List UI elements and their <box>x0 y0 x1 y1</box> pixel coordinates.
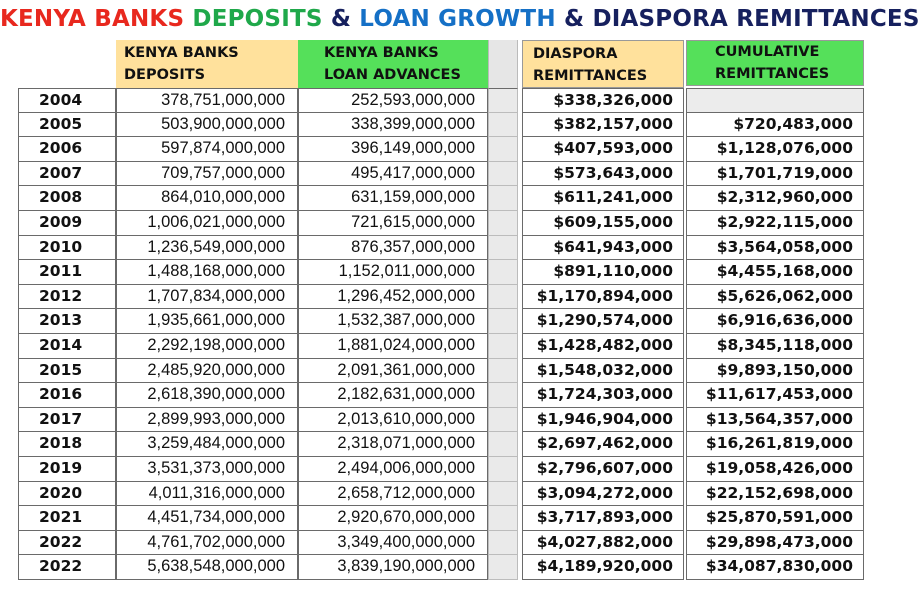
loans-cell: 3,839,190,000,000 <box>298 555 488 580</box>
cumulative-cell: $8,345,118,000 <box>686 334 864 359</box>
loans-cell: 1,296,452,000,000 <box>298 285 488 310</box>
spacer-cell <box>488 113 518 138</box>
deposits-cell: 4,011,316,000,000 <box>116 482 298 507</box>
header-deposits-line2: DEPOSITS <box>124 67 206 83</box>
deposits-cell: 2,618,390,000,000 <box>116 383 298 408</box>
cumulative-cell: $1,128,076,000 <box>686 137 864 162</box>
deposits-cell: 2,899,993,000,000 <box>116 408 298 433</box>
diaspora-cell: $338,326,000 <box>522 88 684 113</box>
spacer-cell <box>488 555 518 580</box>
header-spacer <box>488 40 518 88</box>
cumulative-cell: $11,617,453,000 <box>686 383 864 408</box>
spacer-cell <box>488 482 518 507</box>
year-cell: 2019 <box>18 457 116 482</box>
diaspora-cell: $2,697,462,000 <box>522 432 684 457</box>
cumulative-cell: $25,870,591,000 <box>686 506 864 531</box>
year-cell: 2022 <box>18 531 116 556</box>
cumulative-cell: $720,483,000 <box>686 113 864 138</box>
diaspora-cell: $382,157,000 <box>522 113 684 138</box>
spacer-cell <box>488 236 518 261</box>
cumulative-cell: $9,893,150,000 <box>686 359 864 384</box>
diaspora-cell: $891,110,000 <box>522 260 684 285</box>
deposits-cell: 378,751,000,000 <box>116 88 298 113</box>
deposits-cell: 2,485,920,000,000 <box>116 359 298 384</box>
cumulative-cell: $2,922,115,000 <box>686 211 864 236</box>
year-cell: 2021 <box>18 506 116 531</box>
deposits-cell: 5,638,548,000,000 <box>116 555 298 580</box>
deposits-cell: 3,531,373,000,000 <box>116 457 298 482</box>
spacer-cell <box>488 285 518 310</box>
spacer-cell <box>488 260 518 285</box>
loans-cell: 2,013,610,000,000 <box>298 408 488 433</box>
header-cumulative-line2: REMITTANCES <box>715 66 830 82</box>
year-cell: 2005 <box>18 113 116 138</box>
header-diaspora-line2: REMITTANCES <box>533 68 648 84</box>
diaspora-cell: $1,428,482,000 <box>522 334 684 359</box>
loans-cell: 2,920,670,000,000 <box>298 506 488 531</box>
year-cell: 2006 <box>18 137 116 162</box>
header-loans <box>298 40 488 88</box>
year-cell: 2010 <box>18 236 116 261</box>
loans-cell: 338,399,000,000 <box>298 113 488 138</box>
cumulative-cell: $16,261,819,000 <box>686 432 864 457</box>
spacer-cell <box>488 383 518 408</box>
spacer-cell <box>488 359 518 384</box>
diaspora-cell: $1,290,574,000 <box>522 309 684 334</box>
header-deposits <box>116 40 298 88</box>
title-part-kenya-banks: KENYA BANKS <box>0 6 193 32</box>
deposits-cell: 1,707,834,000,000 <box>116 285 298 310</box>
year-cell: 2022 <box>18 555 116 580</box>
cumulative-cell: $6,916,636,000 <box>686 309 864 334</box>
cumulative-cell: $2,312,960,000 <box>686 186 864 211</box>
loans-cell: 495,417,000,000 <box>298 162 488 187</box>
year-cell: 2016 <box>18 383 116 408</box>
spacer-cell <box>488 408 518 433</box>
diaspora-cell: $1,724,303,000 <box>522 383 684 408</box>
title-part-loan-growth: LOAN GROWTH <box>359 6 564 32</box>
loans-cell: 721,615,000,000 <box>298 211 488 236</box>
diaspora-cell: $609,155,000 <box>522 211 684 236</box>
year-cell: 2014 <box>18 334 116 359</box>
spacer-cell <box>488 211 518 236</box>
diaspora-cell: $2,796,607,000 <box>522 457 684 482</box>
year-cell: 2017 <box>18 408 116 433</box>
loans-cell: 3,349,400,000,000 <box>298 531 488 556</box>
cumulative-cell: $4,455,168,000 <box>686 260 864 285</box>
loans-cell: 396,149,000,000 <box>298 137 488 162</box>
spacer-cell <box>488 457 518 482</box>
deposits-cell: 709,757,000,000 <box>116 162 298 187</box>
spacer-cell <box>488 309 518 334</box>
year-cell: 2004 <box>18 88 116 113</box>
title-part-amp-1: & <box>330 6 360 32</box>
title-part-amp-2: & <box>563 6 593 32</box>
year-cell: 2011 <box>18 260 116 285</box>
deposits-cell: 4,761,702,000,000 <box>116 531 298 556</box>
cumulative-cell: $19,058,426,000 <box>686 457 864 482</box>
diaspora-cell: $3,094,272,000 <box>522 482 684 507</box>
year-cell: 2013 <box>18 309 116 334</box>
deposits-cell: 3,259,484,000,000 <box>116 432 298 457</box>
diaspora-cell: $4,189,920,000 <box>522 555 684 580</box>
spacer-cell <box>488 432 518 457</box>
diaspora-cell: $407,593,000 <box>522 137 684 162</box>
cumulative-cell: $13,564,357,000 <box>686 408 864 433</box>
cumulative-cell: $34,087,830,000 <box>686 555 864 580</box>
year-cell: 2007 <box>18 162 116 187</box>
cumulative-cell: $29,898,473,000 <box>686 531 864 556</box>
spacer-cell <box>488 334 518 359</box>
loans-cell: 1,881,024,000,000 <box>298 334 488 359</box>
spacer-cell <box>488 506 518 531</box>
diaspora-cell: $3,717,893,000 <box>522 506 684 531</box>
spacer-cell <box>488 88 518 113</box>
year-cell: 2012 <box>18 285 116 310</box>
deposits-cell: 597,874,000,000 <box>116 137 298 162</box>
deposits-cell: 503,900,000,000 <box>116 113 298 138</box>
diaspora-cell: $1,170,894,000 <box>522 285 684 310</box>
deposits-cell: 1,935,661,000,000 <box>116 309 298 334</box>
spacer-cell <box>488 162 518 187</box>
header-diaspora-line1: DIASPORA <box>533 46 618 62</box>
cumulative-cell: $3,564,058,000 <box>686 236 864 261</box>
spacer-cell <box>488 186 518 211</box>
header-loans-line1: KENYA BANKS <box>324 45 439 61</box>
diaspora-cell: $4,027,882,000 <box>522 531 684 556</box>
cumulative-cell: $1,701,719,000 <box>686 162 864 187</box>
header-diaspora <box>522 40 684 88</box>
deposits-cell: 2,292,198,000,000 <box>116 334 298 359</box>
loans-cell: 1,532,387,000,000 <box>298 309 488 334</box>
cumulative-cell <box>686 88 864 113</box>
year-cell: 2015 <box>18 359 116 384</box>
deposits-cell: 864,010,000,000 <box>116 186 298 211</box>
deposits-cell: 1,006,021,000,000 <box>116 211 298 236</box>
loans-cell: 2,494,006,000,000 <box>298 457 488 482</box>
deposits-cell: 1,236,549,000,000 <box>116 236 298 261</box>
header-cumulative-line1: CUMULATIVE <box>715 44 820 60</box>
year-cell: 2018 <box>18 432 116 457</box>
loans-cell: 631,159,000,000 <box>298 186 488 211</box>
deposits-cell: 4,451,734,000,000 <box>116 506 298 531</box>
title-part-diaspora-remittances: DIASPORA REMITTANCES <box>592 6 920 32</box>
cumulative-cell: $5,626,062,000 <box>686 285 864 310</box>
year-cell: 2008 <box>18 186 116 211</box>
loans-cell: 2,318,071,000,000 <box>298 432 488 457</box>
page-title <box>0 6 920 32</box>
loans-cell: 2,658,712,000,000 <box>298 482 488 507</box>
loans-cell: 2,091,361,000,000 <box>298 359 488 384</box>
year-cell: 2009 <box>18 211 116 236</box>
cumulative-cell: $22,152,698,000 <box>686 482 864 507</box>
title-part-deposits: DEPOSITS <box>192 6 331 32</box>
header-loans-line2: LOAN ADVANCES <box>324 67 461 83</box>
spacer-cell <box>488 137 518 162</box>
diaspora-cell: $611,241,000 <box>522 186 684 211</box>
diaspora-cell: $641,943,000 <box>522 236 684 261</box>
spacer-cell <box>488 531 518 556</box>
loans-cell: 2,182,631,000,000 <box>298 383 488 408</box>
diaspora-cell: $573,643,000 <box>522 162 684 187</box>
header-deposits-line1: KENYA BANKS <box>124 45 239 61</box>
year-cell: 2020 <box>18 482 116 507</box>
loans-cell: 876,357,000,000 <box>298 236 488 261</box>
deposits-cell: 1,488,168,000,000 <box>116 260 298 285</box>
loans-cell: 1,152,011,000,000 <box>298 260 488 285</box>
diaspora-cell: $1,946,904,000 <box>522 408 684 433</box>
header-cumulative <box>686 40 864 86</box>
loans-cell: 252,593,000,000 <box>298 88 488 113</box>
diaspora-cell: $1,548,032,000 <box>522 359 684 384</box>
